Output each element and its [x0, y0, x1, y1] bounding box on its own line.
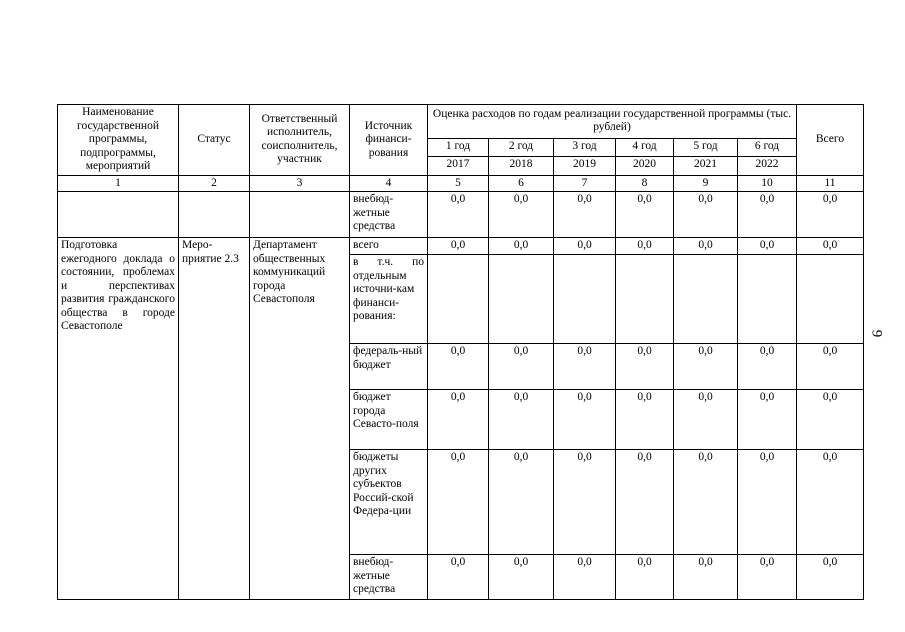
- measure-status: Меро-приятие 2.3: [179, 238, 250, 600]
- value-cell: 0,0: [674, 390, 738, 450]
- year-value: 2021: [674, 157, 738, 175]
- column-number: 1: [58, 175, 179, 192]
- value-cell: 0,0: [738, 192, 797, 238]
- value-cell: 0,0: [428, 555, 489, 600]
- empty-cell: [616, 255, 674, 344]
- column-number: 3: [250, 175, 350, 192]
- value-cell: 0,0: [428, 238, 489, 255]
- source-label: внебюд-жетные средства: [350, 192, 428, 238]
- measure-name: Подготовка ежегодного доклада о состоянии, проблемах и перспективах развития гражданского общества в городе Севастополе: [58, 238, 179, 600]
- value-cell: 0,0: [674, 555, 738, 600]
- header-expenses: Оценка расходов по годам реализации государственной программы (тыс. рублей): [428, 105, 797, 139]
- header-name: Наименование государственной программы, подпрограммы, мероприятий: [58, 105, 179, 176]
- source-label: бюджеты других субъектов Россий-ской Федера-ции: [350, 450, 428, 555]
- value-cell: 0,0: [674, 238, 738, 255]
- value-cell: 0,0: [554, 390, 616, 450]
- value-cell: 0,0: [738, 555, 797, 600]
- year-value: 2017: [428, 157, 489, 175]
- column-number: 9: [674, 175, 738, 192]
- source-label: всего: [350, 238, 428, 255]
- value-cell: 0,0: [616, 344, 674, 390]
- year-label: 2 год: [489, 138, 554, 156]
- column-number: 6: [489, 175, 554, 192]
- empty-cell: [674, 255, 738, 344]
- value-cell: 0,0: [738, 344, 797, 390]
- year-label: 5 год: [674, 138, 738, 156]
- year-value: 2022: [738, 157, 797, 175]
- value-cell: 0,0: [428, 192, 489, 238]
- value-cell: 0,0: [616, 192, 674, 238]
- year-value: 2018: [489, 157, 554, 175]
- year-label: 1 год: [428, 138, 489, 156]
- source-label: в т.ч. по отдельным источни-кам финанси-рования:: [350, 255, 428, 344]
- value-cell: 0,0: [674, 192, 738, 238]
- source-label: федераль-ный бюджет: [350, 344, 428, 390]
- value-cell: 0,0: [489, 344, 554, 390]
- value-cell: 0,0: [674, 450, 738, 555]
- value-cell: 0,0: [489, 192, 554, 238]
- value-cell: 0,0: [738, 390, 797, 450]
- value-cell: 0,0: [616, 390, 674, 450]
- empty-cell: [428, 255, 489, 344]
- empty-cell: [250, 192, 350, 238]
- value-cell: 0,0: [428, 450, 489, 555]
- value-cell: 0,0: [616, 238, 674, 255]
- header-status: Статус: [179, 105, 250, 176]
- value-cell: 0,0: [797, 555, 864, 600]
- empty-cell: [179, 192, 250, 238]
- value-cell: 0,0: [797, 344, 864, 390]
- column-number: 5: [428, 175, 489, 192]
- year-label: 3 год: [554, 138, 616, 156]
- column-number: 8: [616, 175, 674, 192]
- value-cell: 0,0: [797, 450, 864, 555]
- column-number: 2: [179, 175, 250, 192]
- source-label: внебюд-жетные средства: [350, 555, 428, 600]
- value-cell: 0,0: [616, 555, 674, 600]
- value-cell: 0,0: [489, 555, 554, 600]
- value-cell: 0,0: [554, 555, 616, 600]
- measure-executor: Департамент общественных коммуникаций города Севастополя: [250, 238, 350, 600]
- value-cell: 0,0: [616, 450, 674, 555]
- value-cell: 0,0: [554, 192, 616, 238]
- page-number: 9: [868, 329, 885, 338]
- value-cell: 0,0: [489, 450, 554, 555]
- column-number: 10: [738, 175, 797, 192]
- column-number: 7: [554, 175, 616, 192]
- empty-cell: [489, 255, 554, 344]
- column-number: 4: [350, 175, 428, 192]
- header-executor: Ответственный исполнитель, соисполнитель, участник: [250, 105, 350, 176]
- value-cell: 0,0: [428, 390, 489, 450]
- value-cell: 0,0: [554, 238, 616, 255]
- empty-cell: [797, 255, 864, 344]
- year-label: 6 год: [738, 138, 797, 156]
- header-total: Всего: [797, 105, 864, 176]
- header-source: Источник финанси-рования: [350, 105, 428, 176]
- expenses-table: [57, 104, 864, 600]
- year-value: 2020: [616, 157, 674, 175]
- value-cell: 0,0: [738, 238, 797, 255]
- empty-cell: [738, 255, 797, 344]
- value-cell: 0,0: [489, 390, 554, 450]
- value-cell: 0,0: [797, 192, 864, 238]
- year-label: 4 год: [616, 138, 674, 156]
- value-cell: 0,0: [797, 238, 864, 255]
- column-number: 11: [797, 175, 864, 192]
- value-cell: 0,0: [554, 450, 616, 555]
- value-cell: 0,0: [738, 450, 797, 555]
- value-cell: 0,0: [674, 344, 738, 390]
- empty-cell: [58, 192, 179, 238]
- year-value: 2019: [554, 157, 616, 175]
- value-cell: 0,0: [797, 390, 864, 450]
- empty-cell: [554, 255, 616, 344]
- value-cell: 0,0: [489, 238, 554, 255]
- value-cell: 0,0: [428, 344, 489, 390]
- value-cell: 0,0: [554, 344, 616, 390]
- source-label: бюджет города Севасто-поля: [350, 390, 428, 450]
